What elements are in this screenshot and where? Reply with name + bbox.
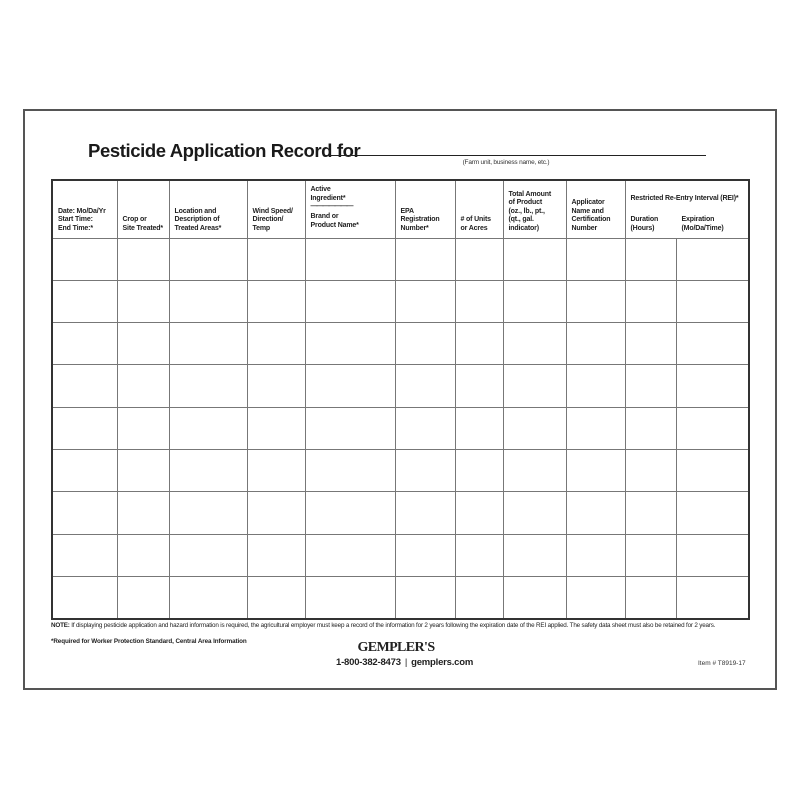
cell-wind[interactable]	[247, 323, 305, 365]
cell-crop-site[interactable]	[117, 534, 169, 576]
cell-epa-number[interactable]	[395, 449, 455, 491]
cell-wind[interactable]	[247, 492, 305, 534]
cell-crop-site[interactable]	[117, 280, 169, 322]
col-header-wind: Wind Speed/ Direction/ Temp	[247, 180, 305, 238]
col-header-total-amount: Total Amount of Product (oz., lb., pt., (qt., gal. indicator)	[503, 180, 566, 238]
note-text: If displaying pesticide application and hazard information is required, the agricultural employer must keep a record of the information for 2 years following the expiration date of the REI applied. The safety data sheet must also be retained for 2 years.	[69, 622, 716, 629]
required-footnote: *Required for Worker Protection Standard, Central Area Information	[51, 638, 247, 645]
phone-number: 1-800-382-8473	[336, 657, 401, 668]
cell-applicator[interactable]	[566, 280, 625, 322]
cell-ingredient-brand[interactable]	[305, 280, 395, 322]
cell-date-time[interactable]	[52, 365, 117, 407]
col-header-date-time: Date: Mo/Da/Yr Start Time: End Time:*	[52, 180, 117, 238]
cell-epa-number[interactable]	[395, 534, 455, 576]
col-header-ingredient-brand: Active Ingredient* ——————— Brand or Product Name*	[305, 180, 395, 238]
cell-rei-duration[interactable]	[625, 534, 676, 576]
cell-location[interactable]	[169, 534, 247, 576]
cell-rei-duration[interactable]	[625, 576, 676, 618]
cell-wind[interactable]	[247, 534, 305, 576]
cell-wind[interactable]	[247, 449, 305, 491]
cell-ingredient-brand[interactable]	[305, 238, 395, 280]
cell-rei-expiration[interactable]	[676, 534, 749, 576]
cell-rei-expiration[interactable]	[676, 576, 749, 618]
cell-rei-duration[interactable]	[625, 407, 676, 449]
table-row	[52, 534, 749, 576]
cell-location[interactable]	[169, 492, 247, 534]
cell-epa-number[interactable]	[395, 238, 455, 280]
cell-date-time[interactable]	[52, 323, 117, 365]
cell-crop-site[interactable]	[117, 238, 169, 280]
cell-applicator[interactable]	[566, 323, 625, 365]
cell-wind[interactable]	[247, 576, 305, 618]
cell-crop-site[interactable]	[117, 365, 169, 407]
table-row	[52, 323, 749, 365]
col-header-rei-expiration: Expiration (Mo/Da/Time)	[681, 216, 724, 232]
cell-ingredient-brand[interactable]	[305, 534, 395, 576]
cell-date-time[interactable]	[52, 576, 117, 618]
cell-units-acres[interactable]	[455, 449, 503, 491]
cell-crop-site[interactable]	[117, 407, 169, 449]
cell-rei-duration[interactable]	[625, 238, 676, 280]
cell-ingredient-brand[interactable]	[305, 365, 395, 407]
cell-ingredient-brand[interactable]	[305, 576, 395, 618]
cell-location[interactable]	[169, 365, 247, 407]
cell-total-amount[interactable]	[503, 280, 566, 322]
cell-rei-expiration[interactable]	[676, 449, 749, 491]
cell-date-time[interactable]	[52, 280, 117, 322]
col-header-rei-group	[625, 180, 749, 238]
cell-wind[interactable]	[247, 238, 305, 280]
header-divider-dashes: ———————	[310, 203, 353, 211]
cell-rei-duration[interactable]	[625, 280, 676, 322]
cell-ingredient-brand[interactable]	[305, 407, 395, 449]
cell-location[interactable]	[169, 576, 247, 618]
col-header-rei-duration: Duration (Hours)	[630, 216, 659, 232]
cell-crop-site[interactable]	[117, 449, 169, 491]
record-rows	[52, 238, 749, 619]
cell-rei-duration[interactable]	[625, 449, 676, 491]
cell-date-time[interactable]	[52, 492, 117, 534]
cell-rei-expiration[interactable]	[676, 323, 749, 365]
table-row	[52, 238, 749, 280]
cell-total-amount[interactable]	[503, 407, 566, 449]
col-header-epa-number: EPA Registration Number*	[395, 180, 455, 238]
col-header-units-acres: # of Units or Acres	[455, 180, 503, 238]
cell-date-time[interactable]	[52, 238, 117, 280]
cell-ingredient-brand[interactable]	[305, 449, 395, 491]
cell-location[interactable]	[169, 449, 247, 491]
col-header-location: Location and Description of Treated Areas*	[169, 180, 247, 238]
cell-applicator[interactable]	[566, 365, 625, 407]
cell-date-time[interactable]	[52, 534, 117, 576]
cell-rei-expiration[interactable]	[676, 365, 749, 407]
cell-total-amount[interactable]	[503, 365, 566, 407]
cell-applicator[interactable]	[566, 492, 625, 534]
cell-location[interactable]	[169, 238, 247, 280]
cell-total-amount[interactable]	[503, 492, 566, 534]
gemplers-logo: GEMPLER'S	[357, 640, 435, 655]
cell-rei-expiration[interactable]	[676, 280, 749, 322]
col-header-crop-site: Crop or Site Treated*	[117, 180, 169, 238]
table-row	[52, 407, 749, 449]
note-label: NOTE:	[51, 622, 70, 629]
cell-units-acres[interactable]	[455, 365, 503, 407]
col-header-applicator: Applicator Name and Certification Number	[566, 180, 625, 238]
cell-date-time[interactable]	[52, 449, 117, 491]
cell-epa-number[interactable]	[395, 576, 455, 618]
item-number: Item # T8919-17	[698, 660, 746, 667]
cell-epa-number[interactable]	[395, 492, 455, 534]
table-row	[52, 280, 749, 322]
website: gemplers.com	[411, 657, 474, 668]
cell-wind[interactable]	[247, 365, 305, 407]
cell-rei-expiration[interactable]	[676, 492, 749, 534]
cell-total-amount[interactable]	[503, 534, 566, 576]
cell-epa-number[interactable]	[395, 365, 455, 407]
cell-units-acres[interactable]	[455, 280, 503, 322]
cell-rei-duration[interactable]	[625, 492, 676, 534]
cell-units-acres[interactable]	[455, 492, 503, 534]
cell-total-amount[interactable]	[503, 449, 566, 491]
form-title: Pesticide Application Record for	[88, 140, 361, 161]
cell-crop-site[interactable]	[117, 323, 169, 365]
cell-applicator[interactable]	[566, 534, 625, 576]
contact-separator: |	[404, 657, 408, 668]
cell-crop-site[interactable]	[117, 492, 169, 534]
cell-location[interactable]	[169, 323, 247, 365]
cell-units-acres[interactable]	[455, 407, 503, 449]
table-row	[52, 576, 749, 618]
cell-applicator[interactable]	[566, 449, 625, 491]
header-row	[52, 180, 749, 238]
cell-location[interactable]	[169, 280, 247, 322]
cell-applicator[interactable]	[566, 576, 625, 618]
cell-units-acres[interactable]	[455, 238, 503, 280]
cell-crop-site[interactable]	[117, 576, 169, 618]
farm-unit-field[interactable]	[326, 155, 706, 156]
cell-rei-duration[interactable]	[625, 365, 676, 407]
cell-wind[interactable]	[247, 280, 305, 322]
cell-rei-expiration[interactable]	[676, 407, 749, 449]
cell-total-amount[interactable]	[503, 238, 566, 280]
cell-units-acres[interactable]	[455, 323, 503, 365]
contact-line	[336, 657, 473, 668]
cell-total-amount[interactable]	[503, 323, 566, 365]
cell-ingredient-brand[interactable]	[305, 492, 395, 534]
footer-note	[51, 622, 771, 629]
cell-rei-expiration[interactable]	[676, 238, 749, 280]
cell-epa-number[interactable]	[395, 323, 455, 365]
farm-unit-caption: (Farm unit, business name, etc.)	[462, 159, 550, 166]
application-record-table	[51, 179, 750, 620]
cell-location[interactable]	[169, 407, 247, 449]
cell-applicator[interactable]	[566, 238, 625, 280]
cell-units-acres[interactable]	[455, 534, 503, 576]
cell-total-amount[interactable]	[503, 576, 566, 618]
rei-title: Restricted Re-Entry Interval (REI)*	[630, 195, 739, 202]
cell-ingredient-brand[interactable]	[305, 323, 395, 365]
cell-epa-number[interactable]	[395, 407, 455, 449]
cell-applicator[interactable]	[566, 407, 625, 449]
table-row	[52, 449, 749, 491]
table-row	[52, 365, 749, 407]
cell-date-time[interactable]	[52, 407, 117, 449]
cell-units-acres[interactable]	[455, 576, 503, 618]
cell-epa-number[interactable]	[395, 280, 455, 322]
cell-rei-duration[interactable]	[625, 323, 676, 365]
cell-wind[interactable]	[247, 407, 305, 449]
table-row	[52, 492, 749, 534]
